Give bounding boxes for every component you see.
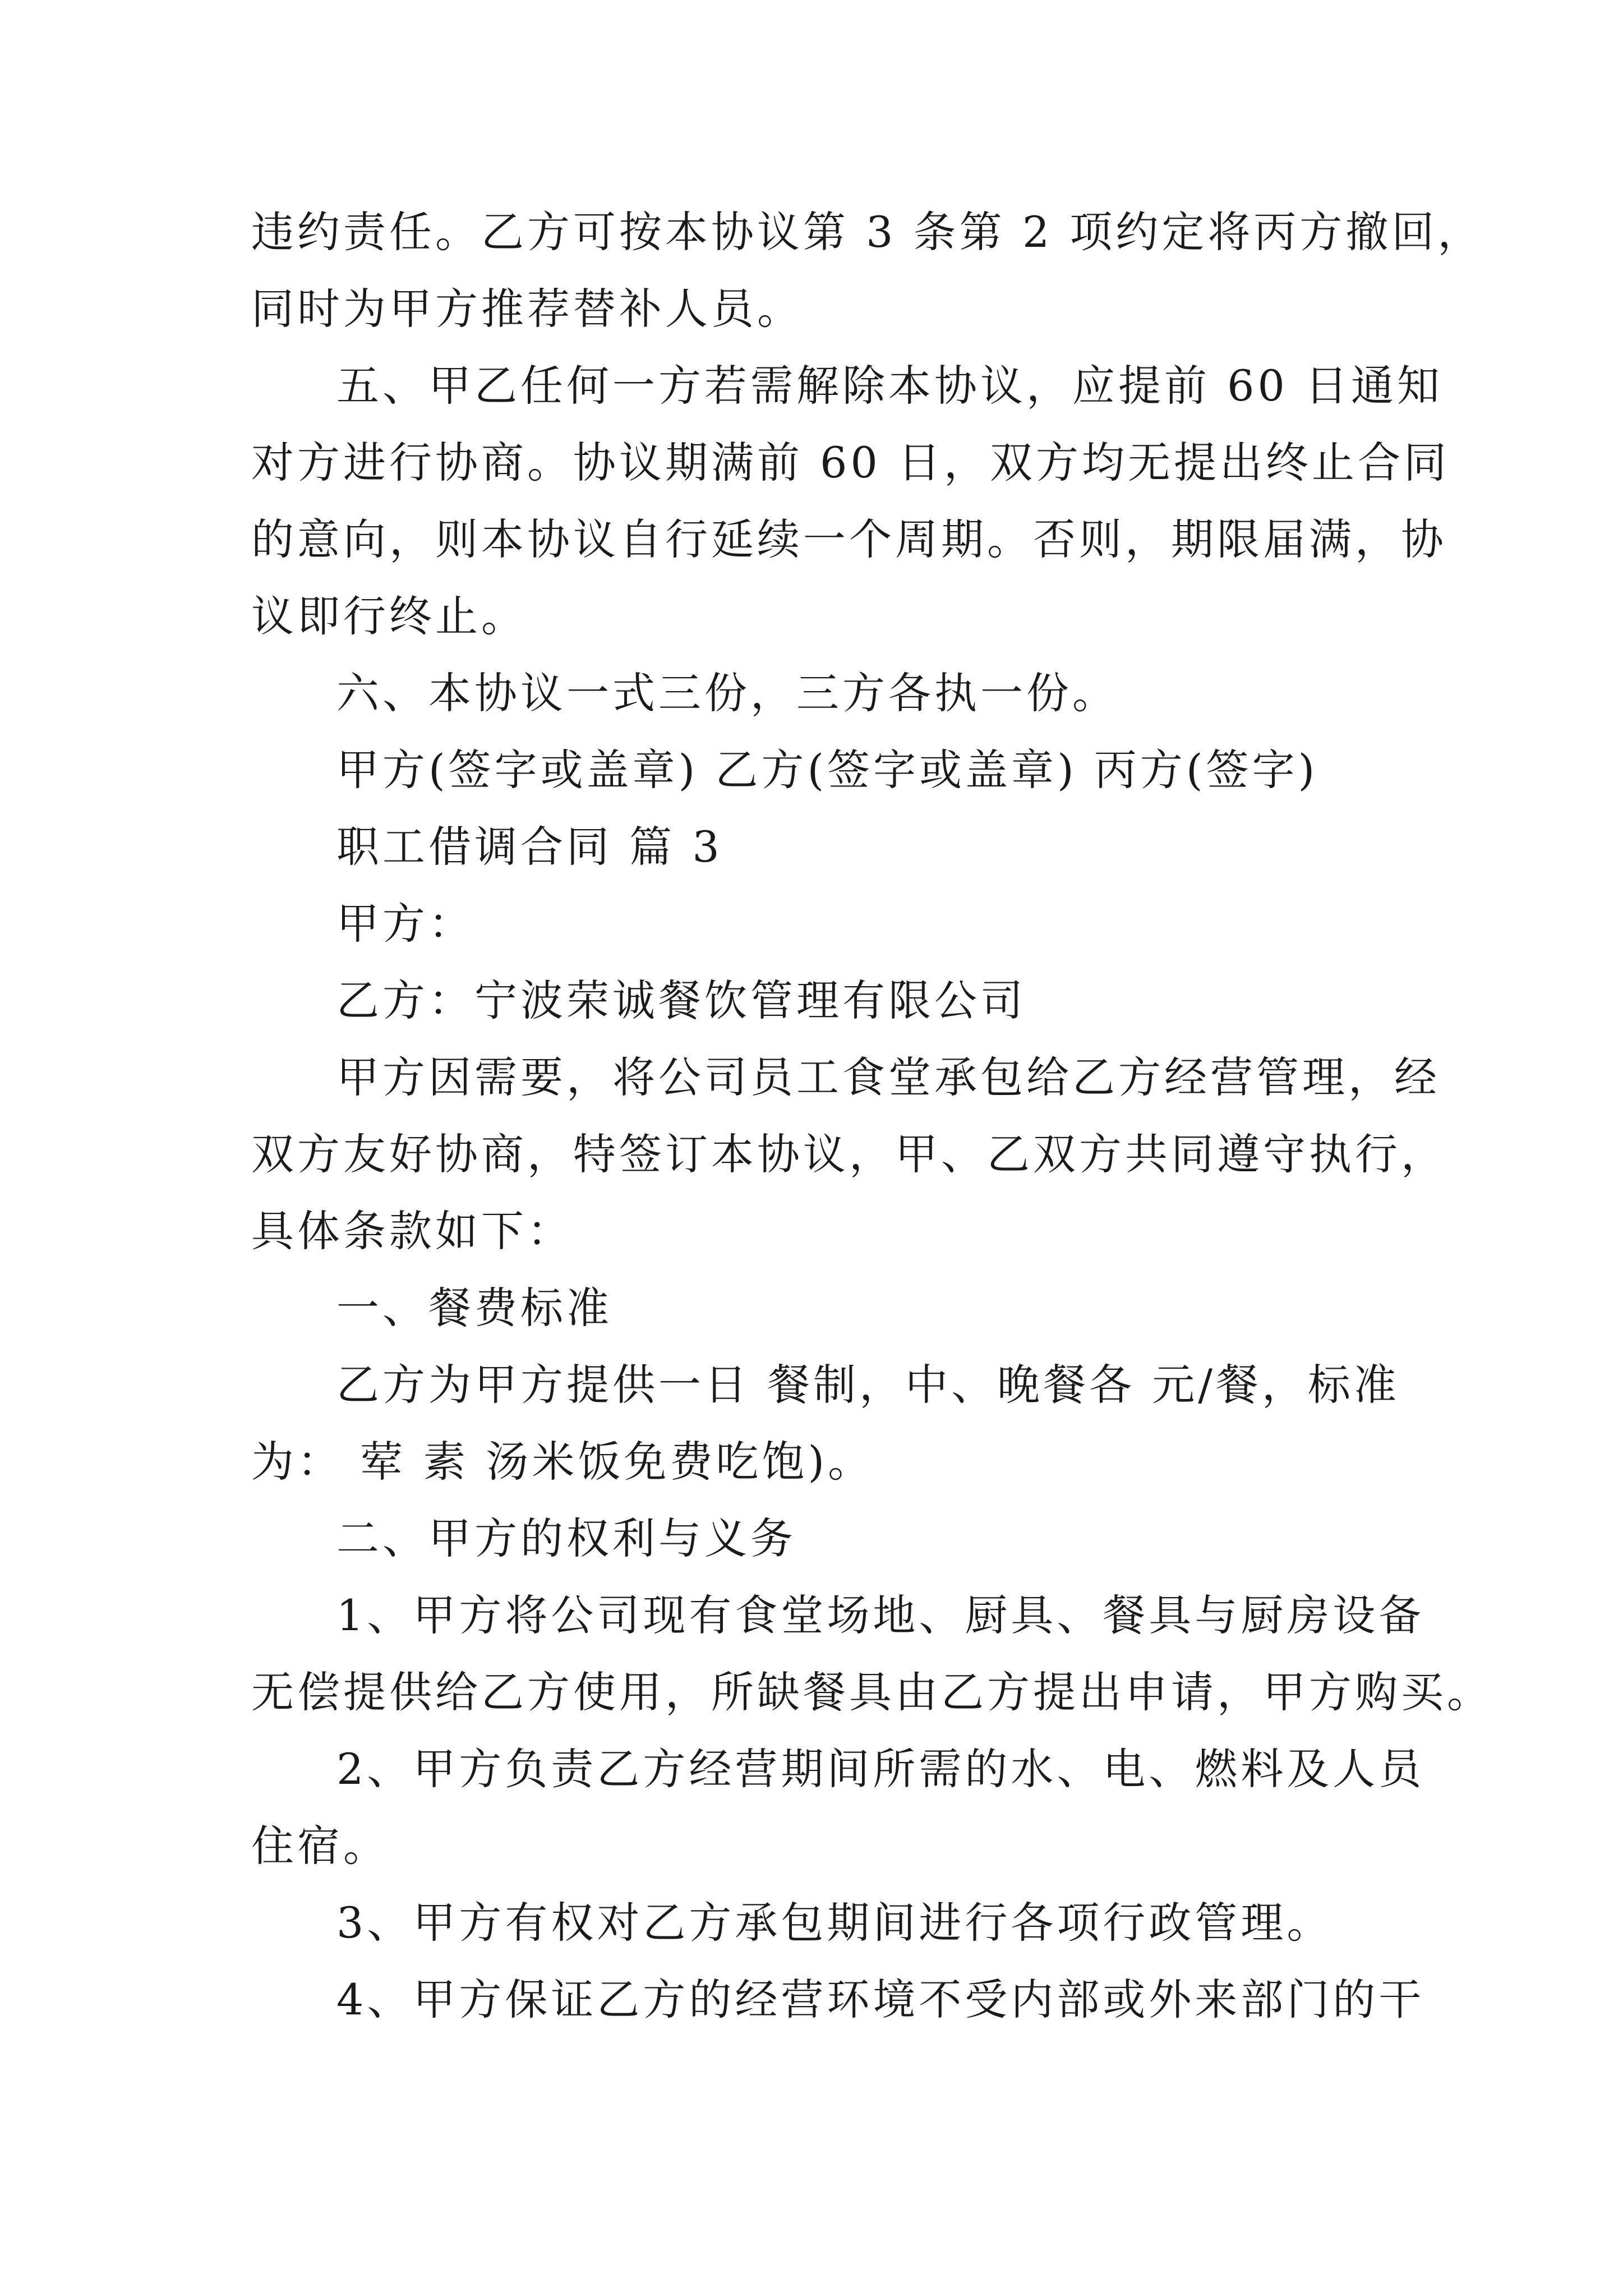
text-line: 双方友好协商，特签订本协议，甲、乙双方共同遵守执行， <box>251 1129 1447 1179</box>
text-line: 乙方为甲方提供一日 餐制，中、晚餐各 元/餐，标准 <box>336 1360 1400 1410</box>
text-line: 住宿。 <box>251 1821 389 1871</box>
document-body <box>251 194 1493 2038</box>
text-line: 1、甲方将公司现有食堂场地、厨具、餐具与厨房设备 <box>336 1590 1425 1640</box>
text-line: 2、甲方负责乙方经营期间所需的水、电、燃料及人员 <box>336 1744 1425 1794</box>
text-line: 具体条款如下： <box>251 1206 573 1256</box>
clause-heading: 一、餐费标准 <box>336 1283 612 1333</box>
text-line: 议即行终止。 <box>251 591 527 641</box>
text-line: 无偿提供给乙方使用，所缺餐具由乙方提出申请，甲方购买。 <box>251 1667 1493 1717</box>
party-b-label: 乙方：宁波荣诚餐饮管理有限公司 <box>336 976 1026 1025</box>
text-line: 五、甲乙任何一方若需解除本协议，应提前 60 日通知 <box>336 361 1444 411</box>
text-line: 甲方因需要，将公司员工食堂承包给乙方经营管理，经 <box>336 1052 1440 1102</box>
text-line: 对方进行协商。协议期满前 60 日，双方均无提出终止合同 <box>251 438 1450 487</box>
text-line: 4、甲方保证乙方的经营环境不受内部或外来部门的干 <box>336 1975 1425 2024</box>
section-heading: 职工借调合同 篇 3 <box>336 822 723 872</box>
text-line: 3、甲方有权对乙方承包期间进行各项行政管理。 <box>336 1898 1333 1948</box>
text-line: 违约责任。乙方可按本协议第 3 条第 2 项约定将丙方撤回， <box>251 207 1484 257</box>
text-line: 六、本协议一式三份，三方各执一份。 <box>336 668 1118 718</box>
text-line: 为： 荤 素 汤米饭免费吃饱)。 <box>251 1437 874 1487</box>
text-line: 同时为甲方推荐替补人员。 <box>251 284 803 334</box>
party-a-label: 甲方： <box>336 899 474 949</box>
text-line: 的意向，则本协议自行延续一个周期。否则，期限届满，协 <box>251 514 1447 564</box>
signature-line: 甲方(签字或盖章) 乙方(签字或盖章) 丙方(签字) <box>336 745 1318 795</box>
clause-heading: 二、甲方的权利与义务 <box>336 1513 796 1563</box>
